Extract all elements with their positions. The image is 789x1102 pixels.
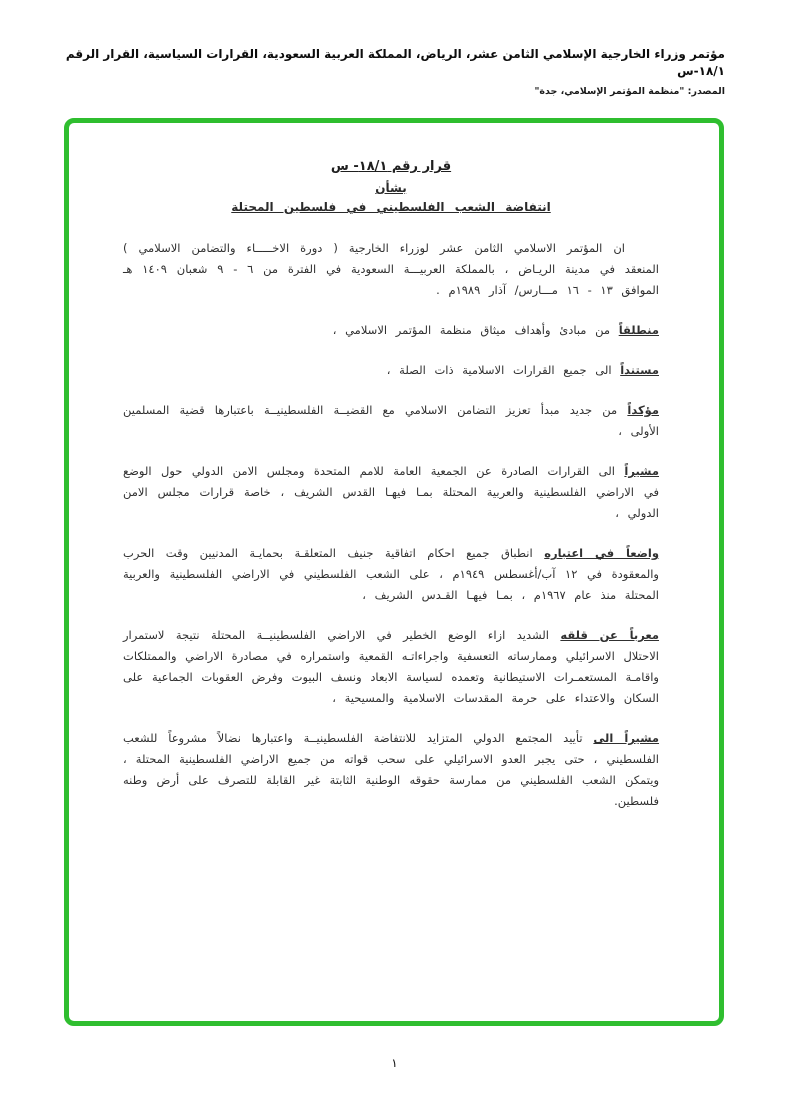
paragraph-text: ان المؤتمر الاسلامي الثامن عشر لوزراء الخارجية ( دورة الاخـــــاء والتضامن الاسلامي ) المنعقد في مدينة الريـاض ، بالمملكة العربيـــة السعودية في الفترة من ٦ - ٩ شعبان ١٤٠٩ هـ الموافق ١٣ - ١٦ مـــارس/ آذار ١٩٨٩م .	[123, 241, 659, 297]
paragraph-mushiran-1	[123, 461, 659, 524]
paragraph-text: من مبادئ وأهداف ميثاق منظمة المؤتمر الاسلامي ،	[332, 323, 611, 337]
paragraph-text: الشديد ازاء الوضع الخطير في الاراضي الفلسطينيــة المحتلة نتيجة لاستمرار الاحتلال الاسرائيلي وممارساته التعسفية واجراءاتـه القمعية واستمراره في مصادرة الاراضي والممتلكات واقامـة المستعمـرات الاستيطانية وتعمده لسياسة الابعاد ونسف البيوت وفرض العقوبات الجماعية على السكان والاعتداء على حرمة المقدسات الاسلامية والمسيحية ،	[123, 628, 659, 705]
paragraph-text: الى جميع القرارات الاسلامية ذات الصلة ،	[386, 363, 612, 377]
paragraph-lead: مشيراً الى	[593, 731, 660, 745]
paragraph-lead: مشيراً	[624, 464, 659, 478]
resolution-number: قرار رقم ١٨/١- س	[330, 159, 452, 174]
green-highlight-frame	[64, 118, 724, 1026]
paragraph-text: انطباق جميع احكام اتفاقية جنيف المتعلقـة بحمايـة المدنيين وقت الحرب والمعقودة في ١٢ آب/أغسطس ١٩٤٩م ، على الشعب الفلسطيني في الاراضي الفلسطينية والعربية المحتلة منذ عام ١٩٦٧م ، بمـا فيهـا القـدس الشريف ،	[123, 546, 659, 602]
paragraph-text: تأييد المجتمع الدولي المتزايد للانتفاضة الفلسطينيــة واعتبارها نضالاً مشروعاً للشعب الفلسطيني ، حتى يجبر العدو الاسرائيلي على سحب قواته من جميع الاراضي الفلسطينية المحتلة ، ويتمكن الشعب الفلسطيني من ممارسة حقوقه الوطنية الثابتة غير القابلة للتصرف على أرض وطنه فلسطين.	[123, 731, 659, 808]
paragraph-preamble	[123, 238, 659, 301]
resolution-subtitle: بشأن	[375, 181, 407, 195]
resolution-subject: انتفاضة الشعب الفلسطيني في فلسطين المحتلة	[231, 200, 551, 214]
document-header-title: مؤتمر وزراء الخارجية الإسلامي الثامن عشر، الرياض، المملكة العربية السعودية، القرارات السياسية، القرار الرقم ١٨/١-س	[65, 47, 725, 79]
scanned-document-body	[69, 123, 719, 812]
source-line: المصدر: "منظمة المؤتمر الإسلامي، جدة"	[534, 85, 725, 97]
paragraph-montaliqan	[123, 320, 659, 341]
page-header	[0, 0, 789, 97]
paragraph-muakkidan	[123, 400, 659, 442]
paragraph-lead: واضعاً في اعتباره	[544, 546, 660, 560]
page-number: ١	[391, 1056, 398, 1070]
resolution-title-block	[123, 155, 659, 214]
paragraph-muriban	[123, 625, 659, 709]
paragraph-lead: مستنداً	[620, 363, 659, 377]
paragraph-lead: مؤكداً	[627, 403, 659, 417]
paragraph-lead: معرباً عن قلقه	[560, 628, 660, 642]
paragraph-wadian	[123, 543, 659, 606]
paragraph-lead: منطلقاً	[618, 323, 659, 337]
paragraph-text: من جديد مبدأ تعزيز التضامن الاسلامي مع القضيــة الفلسطينيــة باعتبارها قضية المسلمين الأولى ،	[123, 403, 659, 438]
paragraph-mushiran-2	[123, 728, 659, 812]
paragraph-mustanidan	[123, 360, 659, 381]
paragraph-text: الى القرارات الصادرة عن الجمعية العامة للامم المتحدة ومجلس الامن الدولي حول الوضع في الاراضي الفلسطينية والعربية المحتلة بمـا فيهـا القدس الشريف ، خاصة قرارات مجلس الامن الدولي ،	[123, 464, 659, 520]
